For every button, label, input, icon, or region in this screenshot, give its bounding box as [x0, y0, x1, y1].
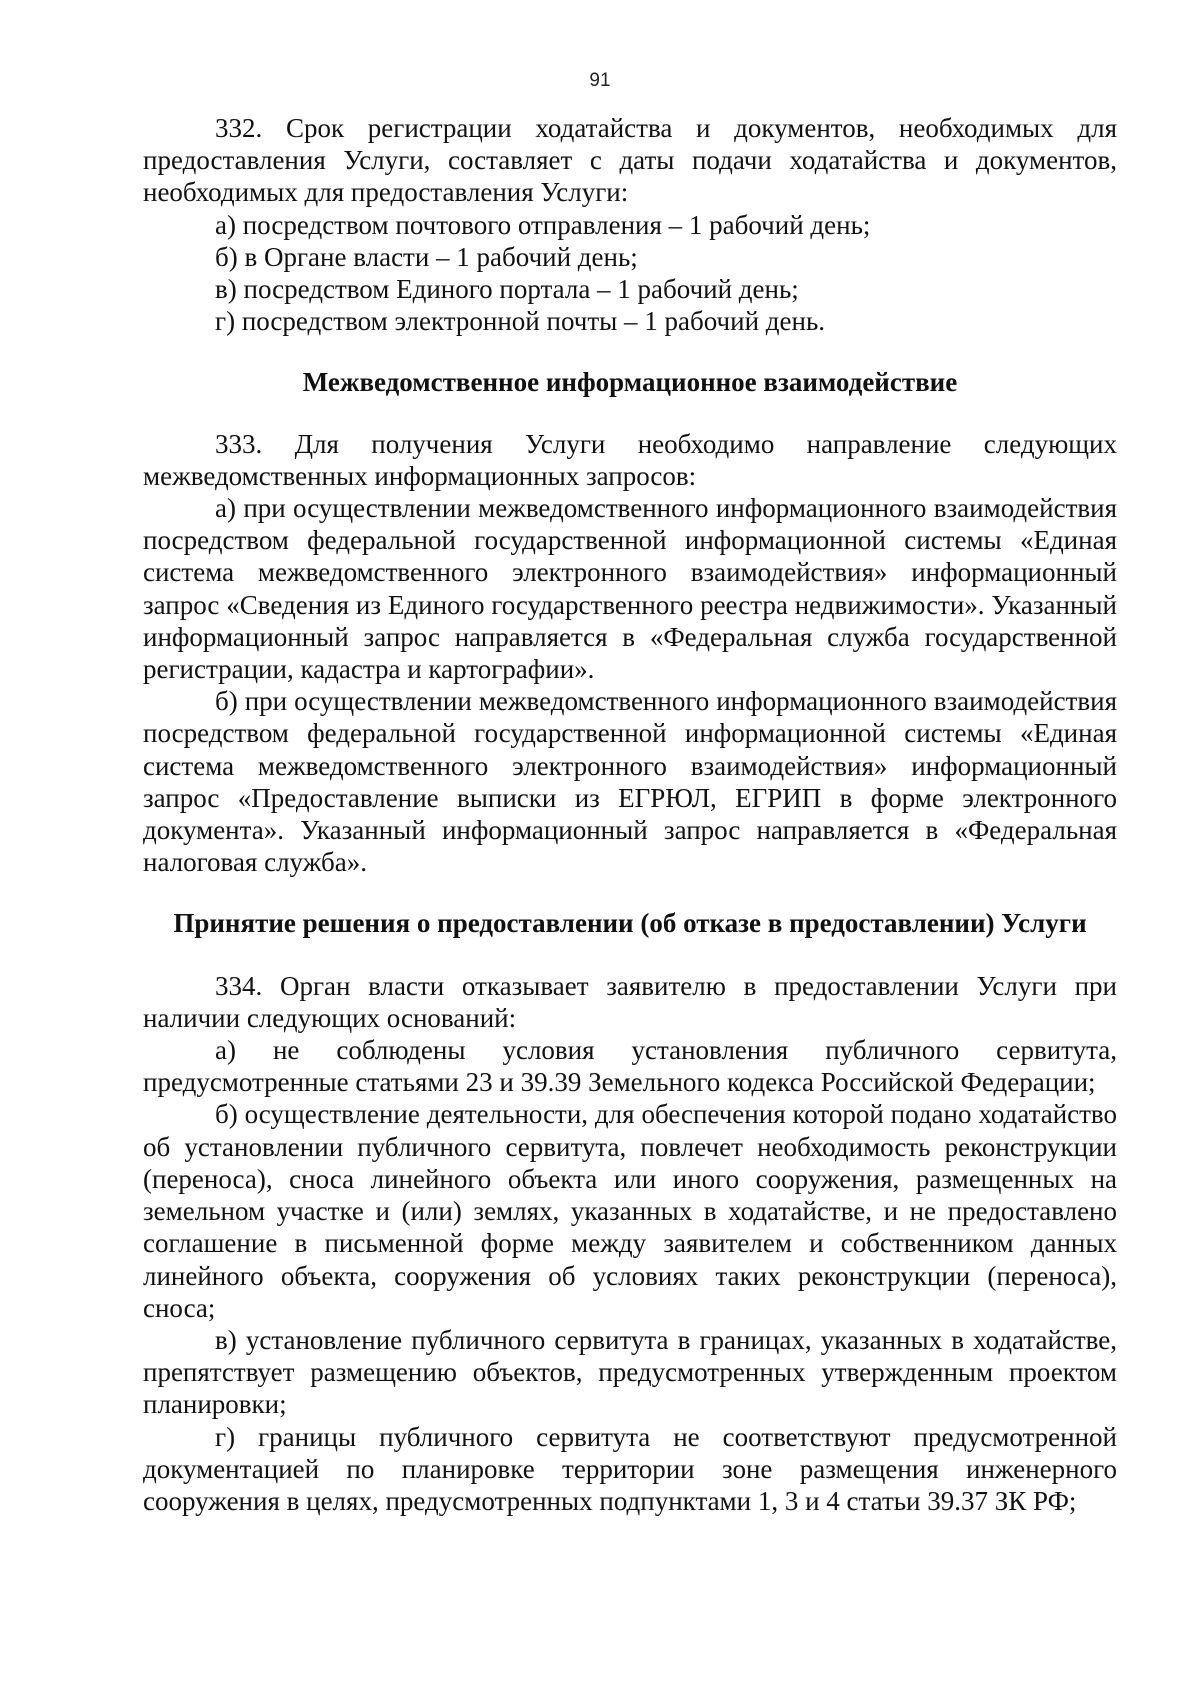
list-item: б) осуществление деятельности, для обеспечения которой подано ходатайство об установлении публичного сервитута, повлечет необходимость реконструкции (переноса), сноса линейного объекта или иного сооружения, размещенных на земельном участке и (или) землях, указанных в ходатайстве, и не предоставлено соглашение в письменной форме между заявителем и собственником данных линейного объекта, сооружения об условиях таких реконструкции (переноса), сноса; [143, 1099, 1117, 1323]
paragraph-332-intro: 332. Срок регистрации ходатайства и документов, необходимых для предоставления Услуги, составляет с даты подачи ходатайства и документов, необходимых для предоставления Услуги: [143, 113, 1117, 208]
list-item: в) посредством Единого портала – 1 рабочий день; [215, 274, 799, 305]
section-heading: Межведомственное информационное взаимодействие [302, 367, 958, 398]
paragraph-334-intro: 334. Орган власти отказывает заявителю в предоставлении Услуги при наличии следующих оснований: [143, 970, 1117, 1033]
document-body [143, 112, 1117, 1517]
spacer [143, 399, 1117, 428]
list-item: б) при осуществлении межведомственного информационного взаимодействия посредством федеральной государственной информационной системы «Единая система межведомственного электронного взаимодействия» информационный запрос «Предоставление выписки из ЕГРЮЛ, ЕГРИП в форме электронного документа». Указанный информационный запрос направляется в «Федеральная налоговая служба». [143, 686, 1117, 878]
list-item: а) не соблюдены условия установления публичного сервитута, предусмотренные статьями 23 и 39.39 Земельного кодекса Российской Федерации; [143, 1035, 1117, 1098]
spacer [143, 878, 1117, 907]
spacer [143, 940, 1117, 970]
section-heading: Принятие решения о предоставлении (об отказе в предоставлении) Услуги [173, 908, 1087, 939]
list-item: а) при осуществлении межведомственного информационного взаимодействия посредством федеральной государственной информационной системы «Единая система межведомственного электронного взаимодействия» информационный запрос «Сведения из Единого государственного реестра недвижимости». Указанный информационный запрос направляется в «Федеральная служба государственной регистрации, кадастра и картографии». [143, 493, 1117, 685]
list-item: в) установление публичного сервитута в границах, указанных в ходатайстве, препятствует размещению объектов, предусмотренных утвержденным проектом планировки; [143, 1324, 1117, 1420]
paragraph-333-intro: 333. Для получения Услуги необходимо направление следующих межведомственных информационных запросов: [143, 428, 1117, 491]
list-item: б) в Органе власти – 1 рабочий день; [215, 241, 638, 272]
list-item: а) посредством почтового отправления – 1 рабочий день; [215, 209, 871, 240]
list-item: г) посредством электронной почты – 1 рабочий день. [215, 306, 826, 337]
page-number: 91 [589, 70, 611, 91]
spacer [143, 337, 1117, 366]
list-item: г) границы публичного сервитута не соответствуют предусмотренной документацией по планировке территории зоне размещения инженерного сооружения в целях, предусмотренных подпунктами 1, 3 и 4 статьи 39.37 ЗК РФ; [143, 1421, 1117, 1516]
